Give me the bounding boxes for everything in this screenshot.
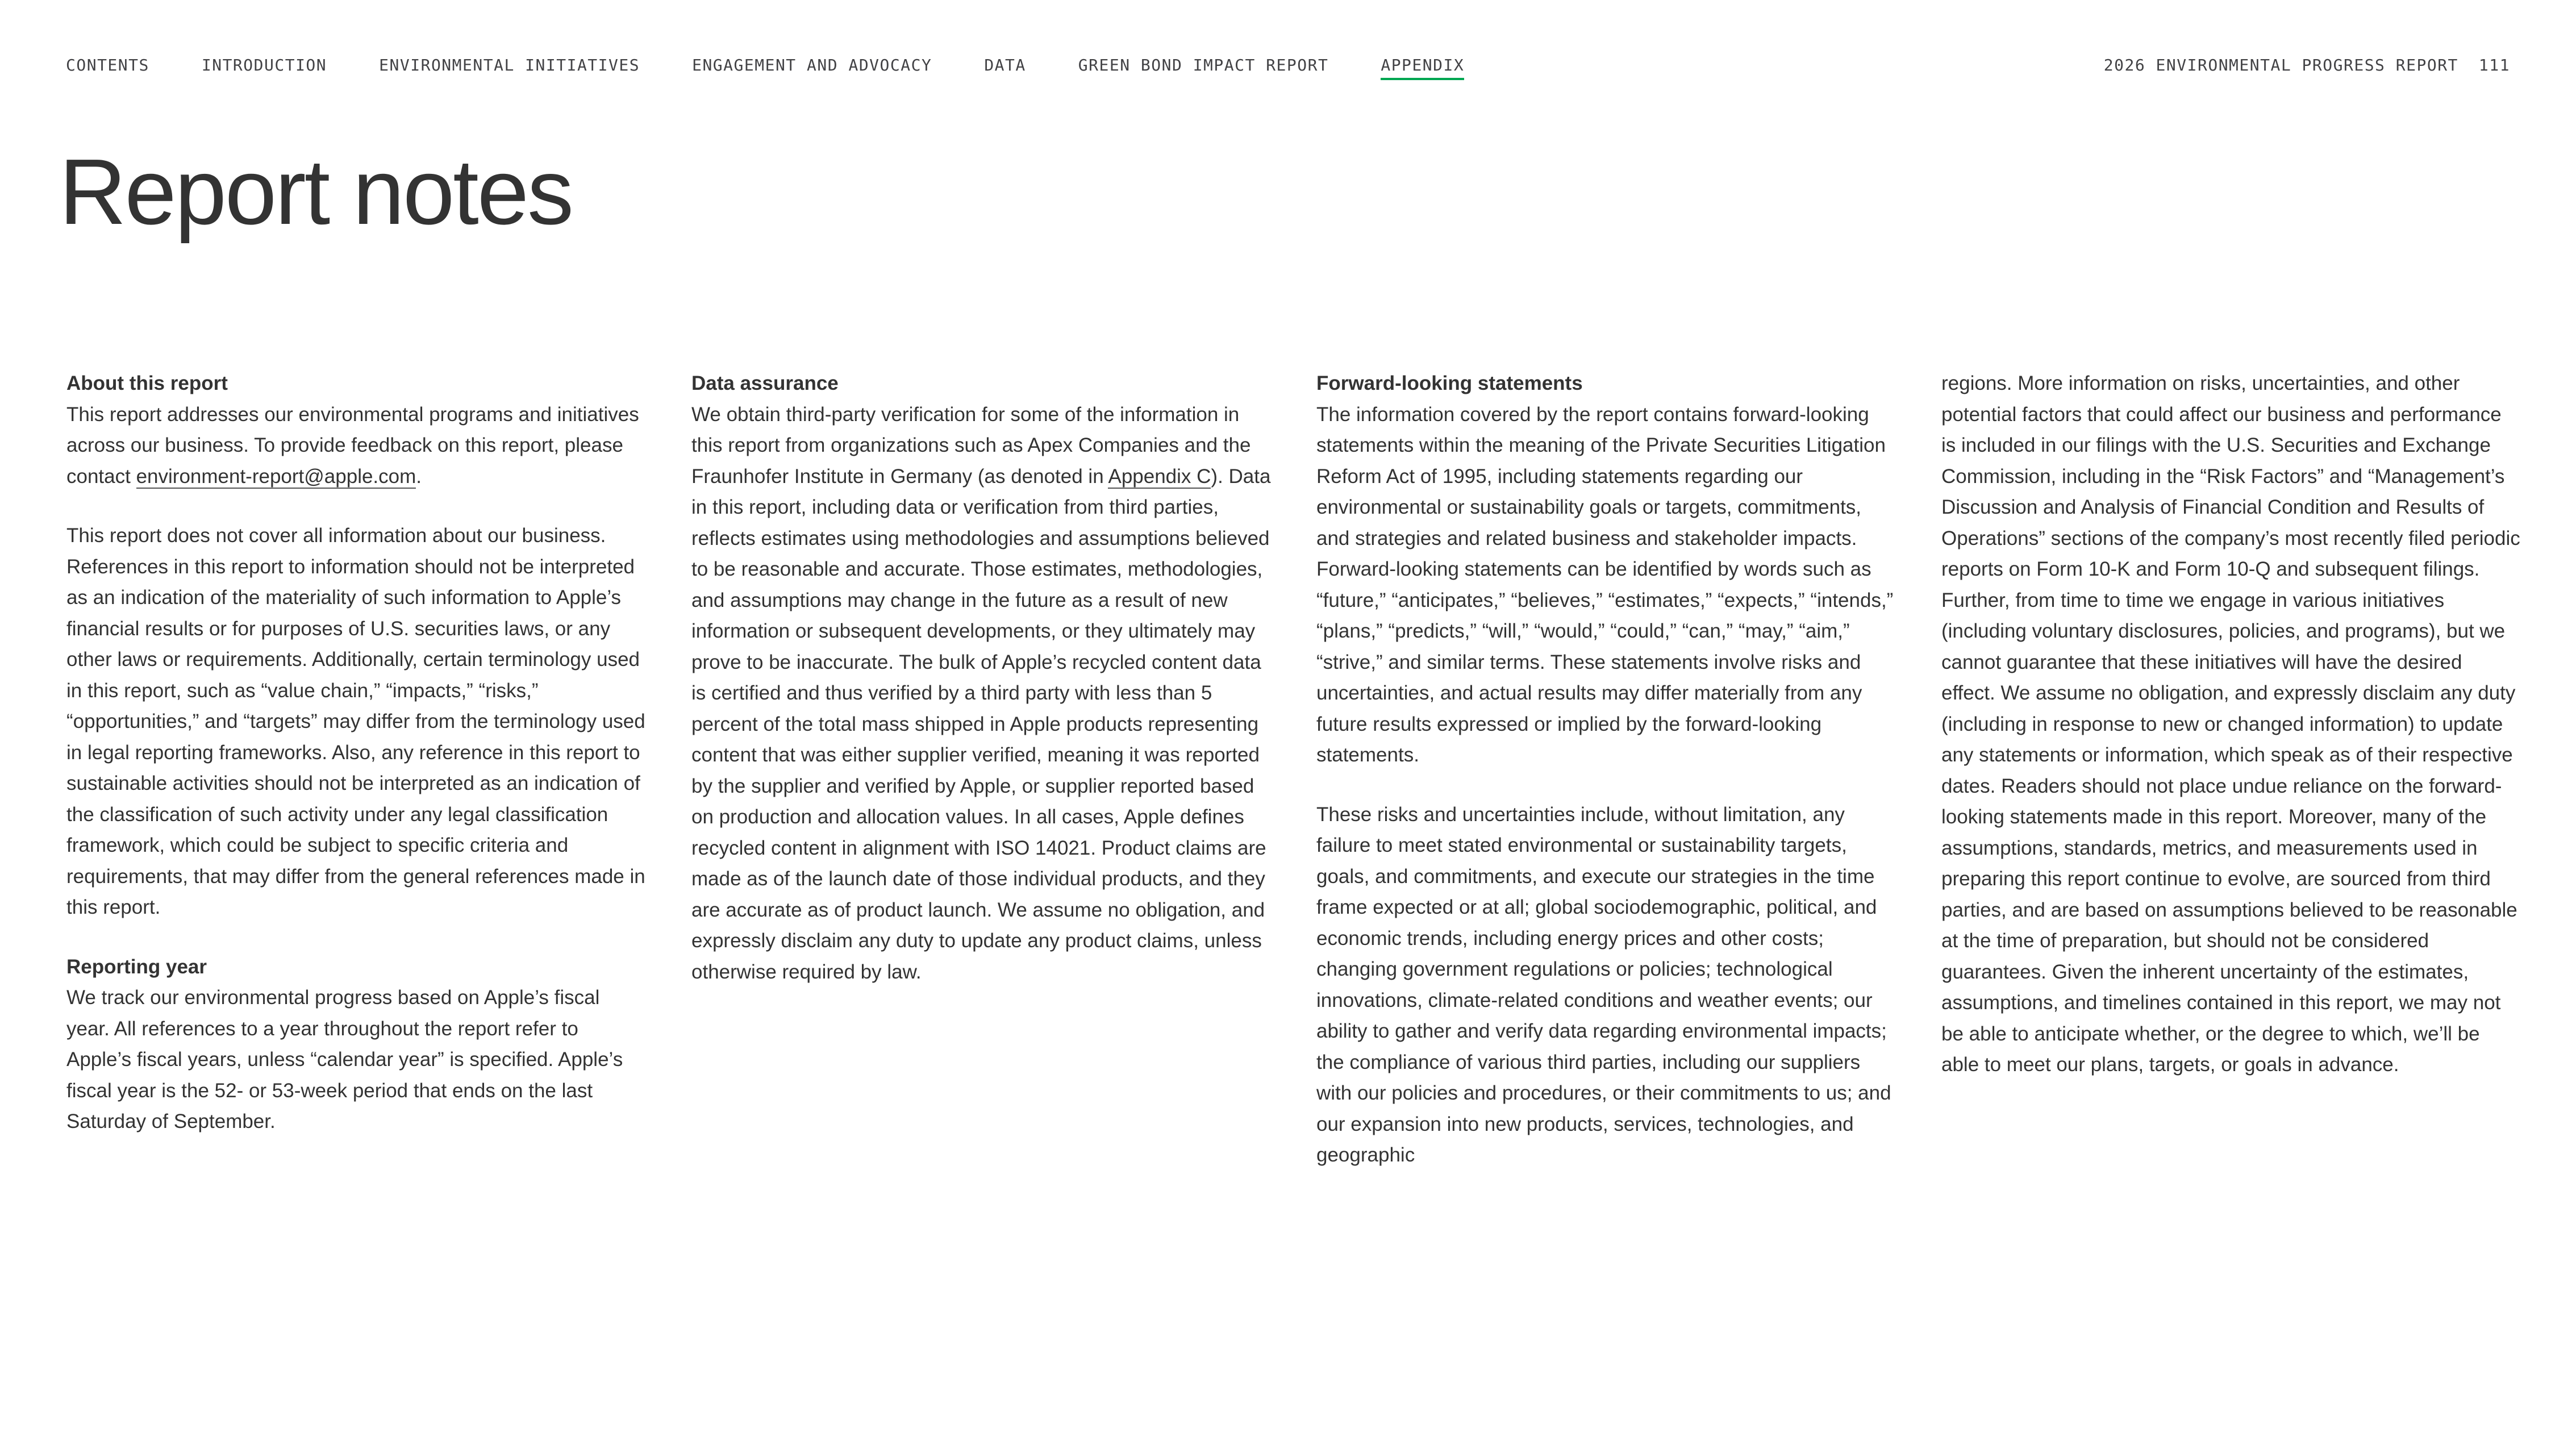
- data-assurance-text: We obtain third-party verification for some of the information in this report from organizations such as Apex Companies and the Fraunhofer Institute in Germany (as denoted in: [691, 403, 1251, 488]
- about-text: This report addresses our environmental programs and initiatives across our business. To provide feedback on this report, please contact: [66, 403, 639, 488]
- nav-item-introduction[interactable]: INTRODUCTION: [201, 56, 327, 74]
- forward-looking-paragraph-1: The information covered by the report contains forward-looking statements within the meaning of the Private Securities Litigation Reform Act of 1995, including statements regarding our environmental or sustainability goals or targets, commitments, and strategies and related business and stakeholder impacts. Forward-looking statements can be identified by words such as “future,” “anticipates,” “believes,” “estimates,” “expects,” “intends,” “plans,” “predicts,” “will,” “would,” “could,” “can,” “may,” “aim,” “strive,” and similar terms. These statements involve risks and uncertainties, and actual results may differ materially from any future results expressed or implied by the forward-looking statements.: [1316, 403, 1894, 766]
- appendix-c-link[interactable]: Appendix C: [1108, 465, 1211, 488]
- nav-items: [66, 56, 1464, 80]
- data-assurance-heading: Data assurance: [691, 372, 839, 394]
- forward-looking-paragraph-2: These risks and uncertainties include, without limitation, any failure to meet stated environmental or sustainability targets, goals, and commitments, and execute our strategies in the time frame expected or at all; global sociodemographic, political, and economic trends, including energy prices and other costs; changing government regulations or policies; technological innovations, climate-related conditions and weather events; our ability to gather and verify data regarding environmental impacts; the compliance of various third parties, including our suppliers with our policies and procedures, or their commitments to us; and our expansion into new products, services, technologies, and geographic: [1316, 803, 1891, 1166]
- page-number: 111: [2478, 56, 2510, 74]
- nav-item-data[interactable]: DATA: [984, 56, 1026, 74]
- nav-item-appendix[interactable]: APPENDIX: [1381, 56, 1464, 80]
- about-paragraph-1: [66, 399, 646, 493]
- forward-looking-continued-paragraph: regions. More information on risks, uncertainties, and other potential factors that could affect our business and performance is included in our filings with the U.S. Securities and Exchange Commission, including in the “Risk Factors” and “Management’s Discussion and Analysis of Financial Condition and Results of Operations” sections of the company’s most recently filed periodic reports on Form 10-K and Form 10-Q and subsequent filings. Further, from time to time we engage in various initiatives (including voluntary disclosures, policies, and programs), but we cannot guarantee that these initiatives will have the desired effect. We assume no obligation, and expressly disclaim any duty (including in response to new or changed information) to update any statements or information, which speak as of their respective dates. Readers should not place undue reliance on the forward-looking statements made in this report. Moreover, many of the assumptions, standards, metrics, and measurements used in preparing this report continue to evolve, are sourced from third parties, and are based on assumptions believed to be reasonable at the time of preparation, but should not be considered guarantees. Given the inherent uncertainty of the estimates, assumptions, and timelines contained in this report, we may not be able to anticipate whether, or the degree to which, we’ll be able to meet our plans, targets, or goals in advance.: [1941, 372, 2520, 1076]
- reporting-year-heading: Reporting year: [66, 955, 207, 978]
- forward-looking-section: [1316, 368, 1896, 1171]
- about-paragraph-2: This report does not cover all information about our business. References in this report to information should not be interpreted as an indication of the materiality of such information to Apple’s financial results or for purposes of U.S. securities laws, or any other laws or requirements. Additionally, certain terminology used in this report, such as “value chain,” “impacts,” “risks,” “opportunities,” and “targets” may differ from the terminology used in legal reporting frameworks. Also, any reference in this report to sustainable activities should not be interpreted as an indication of the classification of such activity under any legal classification framework, which could be subject to specific criteria and requirements, that may differ from the general references made in this report.: [66, 524, 645, 918]
- data-assurance-paragraph: [691, 399, 1271, 988]
- feedback-email-link[interactable]: environment-report@apple.com: [136, 465, 416, 488]
- nav-item-green-bond-impact-report[interactable]: GREEN BOND IMPACT REPORT: [1078, 56, 1329, 74]
- nav-item-contents[interactable]: CONTENTS: [66, 56, 149, 74]
- content-columns: [66, 368, 2519, 1200]
- column-4: [1941, 368, 2521, 1200]
- about-this-report-section: [66, 368, 646, 923]
- nav-item-environmental-initiatives[interactable]: ENVIRONMENTAL INITIATIVES: [379, 56, 640, 74]
- data-assurance-text-cont: ). Data in this report, including data or verification from third parties, reflects estimates using methodologies and assumptions believed to be reasonable and accurate. Those estimates, methodologies, and assumptions may change in the future as a result of new information or subsequent developments, or they ultimately may prove to be inaccurate. The bulk of Apple’s recycled content data is certified and thus verified by a third party with less than 5 percent of the total mass shipped in Apple products representing content that was either supplier verified, meaning it was reported by the supplier and verified by Apple, or supplier reported based on production and allocation values. In all cases, Apple defines recycled content in alignment with ISO 14021. Product claims are made as of the launch date of those individual products, and they are accurate as of product launch. We assume no obligation, and expressly disclaim any duty to update any product claims, unless otherwise required by law.: [691, 465, 1271, 983]
- report-title: 2026 ENVIRONMENTAL PROGRESS REPORT: [2103, 56, 2458, 74]
- about-text-end: .: [416, 465, 422, 488]
- column-3: [1316, 368, 1896, 1200]
- forward-looking-heading: Forward-looking statements: [1316, 372, 1583, 394]
- top-navigation: [66, 56, 2510, 90]
- column-1: [66, 368, 646, 1200]
- column-2: [691, 368, 1271, 1200]
- reporting-year-section: [66, 952, 646, 1138]
- about-heading: About this report: [66, 372, 228, 394]
- nav-item-engagement-and-advocacy[interactable]: ENGAGEMENT AND ADVOCACY: [692, 56, 932, 74]
- page-title: Report notes: [59, 140, 572, 244]
- report-meta: [2104, 56, 2510, 74]
- data-assurance-section: [691, 368, 1271, 988]
- reporting-year-paragraph: We track our environmental progress based on Apple’s fiscal year. All references to a year throughout the report refer to Apple’s fiscal years, unless “calendar year” is specified. Apple’s fiscal year is the 52- or 53-week period that ends on the last Saturday of September.: [66, 986, 623, 1132]
